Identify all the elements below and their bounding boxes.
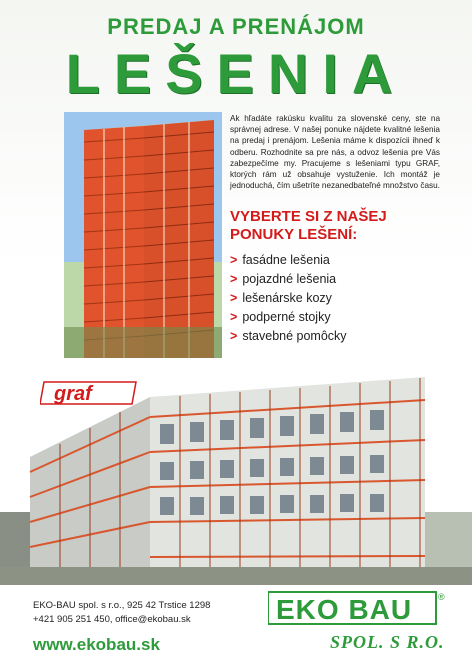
list-item: > fasádne lešenia <box>230 253 330 267</box>
arrow-icon: > <box>230 253 238 267</box>
intro-paragraph: Ak hľadáte rakúsku kvalitu za slovenské ceny, ste na správnej adrese. V našej ponuke nájdete kvalitné lešenia na predaj i prenájom. Lešenia máme k dispozícii ihneď k odberu. Rozhodnite sa pre nás, a odvoz lešenia pre Vás zabezpečíme my. Pracujeme s lešeniami typu GRAF, ktorých rám už obsahuje vystuženie. Ich montáž je jednoduchá, čím ušetríte nezanedbateľné množstvo času. <box>230 114 440 191</box>
graf-logo-text: graf <box>54 383 92 405</box>
arrow-icon: > <box>230 329 238 343</box>
list-item: > podperné stojky <box>230 310 331 324</box>
tower-scaffolding-photo <box>64 112 222 358</box>
arrow-icon: > <box>230 310 238 324</box>
ekobau-subtitle: SPOL. S R.O. <box>330 632 445 652</box>
company-address: EKO-BAU spol. s r.o., 925 42 Trstice 1298 <box>33 600 211 611</box>
offer-heading: VYBERTE SI Z NAŠEJ PONUKY LEŠENÍ: <box>230 208 387 243</box>
registered-mark: ® <box>438 592 445 602</box>
arrow-icon: > <box>230 291 238 305</box>
website-link[interactable]: www.ekobau.sk <box>33 635 160 654</box>
contact-info[interactable]: +421 905 251 450, office@ekobau.sk <box>33 614 191 625</box>
ekobau-logo-text: EKO BAU <box>276 594 413 625</box>
list-item: > lešenárske kozy <box>230 291 332 305</box>
headline-title: LEŠENIA <box>65 42 407 105</box>
headline-subtitle: PREDAJ A PRENÁJOM <box>107 14 365 39</box>
ekobau-logo <box>268 590 448 626</box>
list-item: > stavebné pomôcky <box>230 329 347 343</box>
arrow-icon: > <box>230 272 238 286</box>
offer-list <box>230 251 347 346</box>
graf-logo <box>40 378 140 408</box>
list-item: > pojazdné lešenia <box>230 272 337 286</box>
